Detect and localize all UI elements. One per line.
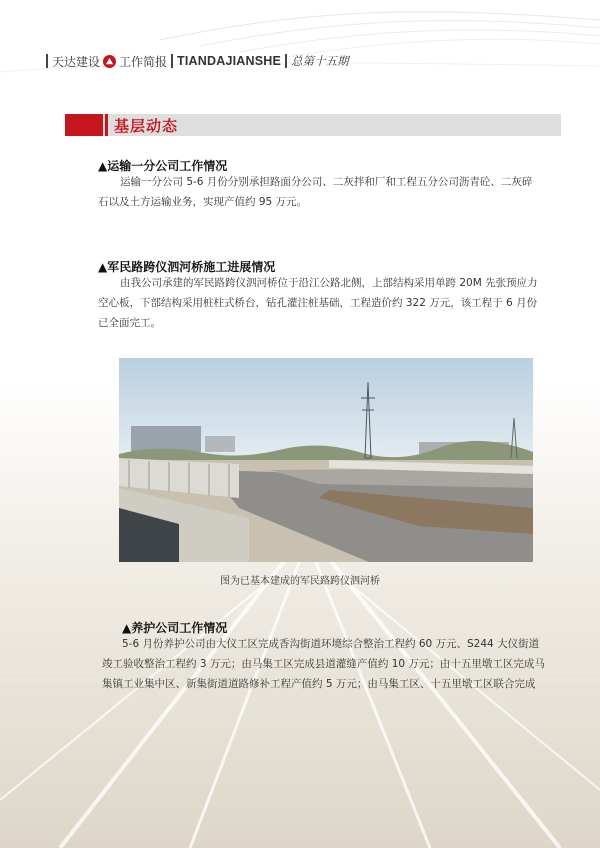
section-title: 基层动态 xyxy=(114,117,179,135)
article-line: 竣工验收整治工程约 3 万元；由马集工区完成县道灌缝产值约 10 万元；由十五里墩工区完成马 xyxy=(102,658,545,670)
header-wave-decoration xyxy=(0,0,600,90)
photo-caption: 图为已基本建成的军民路跨仪泗河桥 xyxy=(220,576,380,587)
header-brand-en: TIANDAJIANSHE xyxy=(177,54,282,68)
article-line: 石以及土方运输业务，实现产值约 95 万元。 xyxy=(98,196,308,208)
article-line: 集镇工业集中区、新集街道道路修补工程产值约 5 万元；由马集工区、十五里墩工区联合完成 xyxy=(102,678,536,690)
company-logo-icon xyxy=(103,55,116,68)
article-line: 由我公司承建的军民路跨仪泗河桥位于沿江公路北侧，上部结构采用单跨 20M 先张预应力 xyxy=(120,277,538,289)
article-line: 空心板，下部结构采用桩柱式桥台，钻孔灌注桩基础，工程造价约 322 万元，该工程于 6 月份 xyxy=(98,297,538,309)
header-divider xyxy=(171,54,173,68)
article-line: 已全面完工。 xyxy=(98,317,161,329)
article-line: 运输一分公司 5-6 月份分别承担路面分公司、二灰拌和厂和工程五分公司沥青砼、二灰碎 xyxy=(120,176,533,188)
section-accent-divider xyxy=(105,114,108,136)
header-section: 工作简报 xyxy=(119,54,168,69)
page-header xyxy=(42,52,349,70)
article-heading: ▲运输一分公司工作情况 xyxy=(98,159,228,173)
section-title-bar xyxy=(65,114,561,136)
article-heading: ▲养护公司工作情况 xyxy=(122,621,228,635)
article-body xyxy=(98,172,532,212)
article-heading: ▲军民路跨仪泗河桥施工进展情况 xyxy=(98,260,276,274)
article-line: 5-6 月份养护公司由大仪工区完成香沟街道环境综合整治工程约 60 万元、S244 大仪街道 xyxy=(122,638,540,650)
article-body xyxy=(98,273,538,333)
article-body xyxy=(102,634,545,694)
road-background-decoration xyxy=(0,560,600,848)
bridge-photo xyxy=(119,358,533,562)
header-divider xyxy=(285,54,287,68)
header-company: 天达建设 xyxy=(52,54,101,69)
header-divider xyxy=(46,54,48,68)
header-issue: 总第十五期 xyxy=(291,54,349,68)
section-accent-block xyxy=(65,114,103,136)
